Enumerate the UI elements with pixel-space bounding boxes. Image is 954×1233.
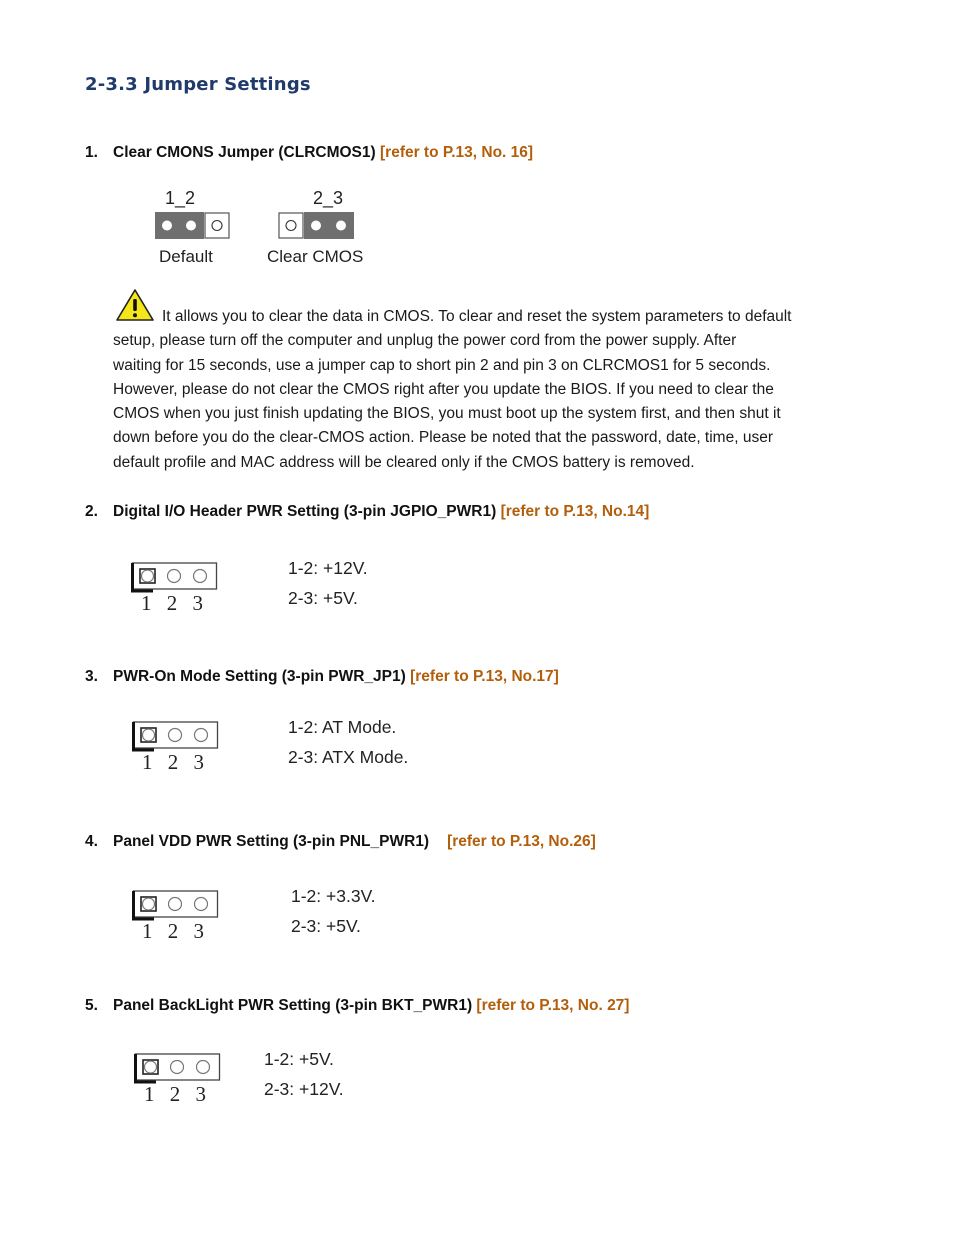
clear-cmos-note — [113, 305, 873, 475]
setting-line: 2-3: ATX Mode. — [288, 746, 409, 767]
default-caption: Default — [159, 247, 213, 266]
pin-numbers: 1 2 3 — [142, 750, 204, 774]
pin-numbers: 1 2 3 — [141, 591, 203, 615]
item-1-heading — [85, 144, 533, 162]
pwr-jp1-jumper — [132, 720, 220, 752]
note-line: down before you do the clear-CMOS action. Please be noted that the password, date, time, user — [113, 429, 773, 447]
note-line: It allows you to clear the data in CMOS. To clear and reset the system parameters to default — [162, 308, 792, 325]
jgpio-settings — [288, 554, 368, 613]
jgpio-pwr-jumper — [131, 561, 219, 593]
item-5-heading — [85, 997, 629, 1015]
setting-line: 1-2: AT Mode. — [288, 717, 397, 737]
clear-cmos-caption: Clear CMOS — [267, 247, 364, 266]
note-line: default profile and MAC address will be cleared only if the CMOS battery is removed. — [113, 453, 695, 471]
note-line: waiting for 15 seconds, use a jumper cap to short pin 2 and pin 3 on CLRCMOS1 for 5 seconds. — [113, 356, 771, 374]
item-reference: [refer to P.13, No. 16] — [380, 144, 534, 161]
item-2-heading — [85, 503, 649, 521]
item-number: 1. — [85, 144, 98, 161]
note-line: However, please do not clear the CMOS right after you update the BIOS. If you need to clear the — [113, 380, 774, 398]
item-number: 5. — [85, 997, 98, 1014]
item-title: PWR-On Mode Setting (3-pin PWR_JP1) — [113, 668, 406, 685]
item-number: 4. — [85, 833, 98, 850]
bkt-pwr-jumper — [134, 1052, 222, 1084]
item-title: Digital I/O Header PWR Setting (3-pin JGPIO_PWR1) — [113, 503, 497, 520]
setting-line: 1-2: +12V. — [288, 558, 368, 578]
item-reference: [refer to P.13, No.14] — [500, 503, 650, 520]
item-3-heading — [85, 668, 559, 686]
clear-pins-label: 2_3 — [313, 188, 344, 208]
item-reference: [refer to P.13, No.17] — [410, 668, 559, 685]
item-number: 2. — [85, 503, 98, 520]
pin-numbers: 1 2 3 — [144, 1082, 206, 1106]
item-title: Panel BackLight PWR Setting (3-pin BKT_PWR1) — [113, 997, 473, 1014]
pwr-jp1-settings — [288, 713, 408, 772]
item-4-heading — [85, 833, 596, 851]
bkt-pwr-settings — [264, 1045, 344, 1104]
pnl-pwr-settings — [291, 882, 376, 941]
item-title: Panel VDD PWR Setting (3-pin PNL_PWR1) — [113, 833, 430, 850]
item-reference: [refer to P.13, No.26] — [447, 833, 596, 850]
section-title: 2-3.3 Jumper Settings — [85, 74, 311, 95]
clrcmos-clear-jumper — [278, 212, 356, 240]
pnl-pwr-jumper — [132, 889, 220, 921]
item-number: 3. — [85, 668, 98, 685]
setting-line: 2-3: +12V. — [264, 1078, 344, 1099]
setting-line: 2-3: +5V. — [291, 915, 361, 936]
note-line: setup, please turn off the computer and unplug the power cord from the power supply. After — [113, 332, 737, 350]
setting-line: 2-3: +5V. — [288, 587, 358, 608]
default-pins-label: 1_2 — [165, 188, 196, 208]
pin-numbers: 1 2 3 — [142, 919, 204, 943]
item-title: Clear CMONS Jumper (CLRCMOS1) — [113, 144, 376, 161]
note-line: CMOS when you just finish updating the BIOS, you must boot up the system first, and then shut it — [113, 405, 781, 423]
setting-line: 1-2: +3.3V. — [291, 886, 376, 906]
item-reference: [refer to P.13, No. 27] — [476, 997, 630, 1014]
setting-line: 1-2: +5V. — [264, 1049, 334, 1069]
clrcmos-default-jumper — [155, 212, 231, 240]
